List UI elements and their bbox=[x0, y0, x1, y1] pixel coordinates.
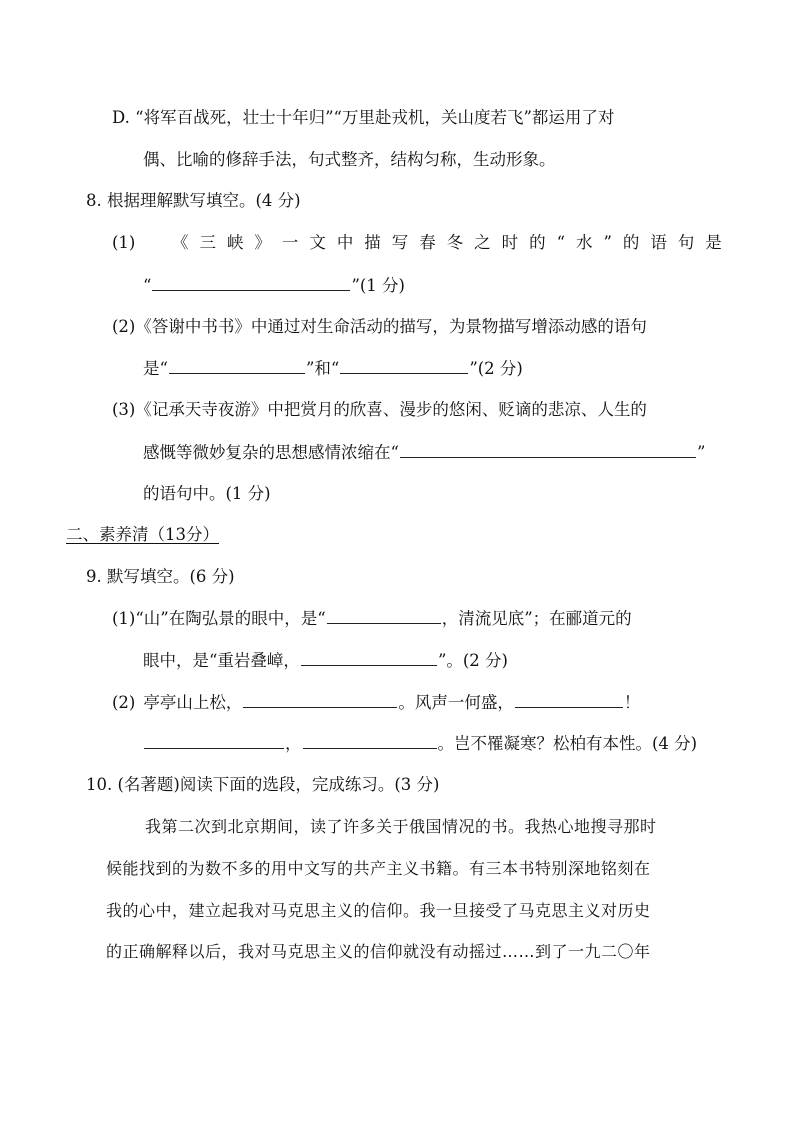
q9-part1-answer-blank-1[interactable] bbox=[327, 606, 441, 624]
q8-part2-prefix: 是“ bbox=[143, 359, 168, 378]
q9-part2-number: (2) bbox=[112, 693, 136, 712]
q8-part1-char: 时 bbox=[501, 233, 519, 252]
q8-part1-char: “ bbox=[556, 233, 565, 252]
q8-part3-line1 bbox=[112, 398, 647, 422]
option-d-label: D. bbox=[112, 108, 130, 127]
passage-line-3: 我的心中，建立起我对马克思主义的信仰。我一旦接受了马克思主义对历史 bbox=[106, 901, 651, 920]
option-d-line1 bbox=[112, 106, 614, 130]
question-10-title: 10. (名著题)阅读下面的选段，完成练习。(3 分) bbox=[86, 775, 440, 794]
q8-part2-text: 《答谢中书书》中通过对生命活动的描写，为景物描写增添动感的语句 bbox=[135, 317, 647, 336]
q8-part1-open-quote: “ bbox=[143, 276, 152, 295]
q8-part1-char: 的 bbox=[622, 233, 640, 252]
q9-part2-line2 bbox=[143, 731, 697, 756]
q9-part1-text-a: “山”在陶弘景的眼中，是“ bbox=[135, 609, 326, 628]
q8-part1-number: (1) bbox=[112, 233, 136, 252]
option-d-line2: 偶、比喻的修辞手法，句式整齐，结构匀称，生动形象。 bbox=[143, 150, 556, 169]
q8-part2-suffix: ”(2 分) bbox=[469, 359, 523, 378]
q9-part2-answer-blank-2[interactable] bbox=[515, 690, 623, 708]
q8-part1-answer-blank[interactable] bbox=[152, 273, 350, 291]
q8-part3-number: (3) bbox=[112, 400, 136, 419]
q8-part1-char: 》 bbox=[254, 233, 271, 252]
q9-part2-text-e: 。岂不罹凝寒？松柏有本性。(4 分) bbox=[437, 734, 698, 753]
q8-part1-char: 写 bbox=[391, 233, 409, 252]
q8-part3-answer-blank[interactable] bbox=[400, 440, 696, 458]
q8-part1-char: 峡 bbox=[226, 233, 244, 252]
q8-part1-char: 《 bbox=[172, 233, 189, 252]
q9-part2-text-b: 。风声一何盛， bbox=[398, 693, 514, 712]
q8-part1-char: 语 bbox=[650, 233, 667, 252]
passage-line-1: 我第二次到北京期间，读了许多关于俄国情况的书。我热心地搜寻那时 bbox=[145, 817, 657, 836]
q8-part1-char: 三 bbox=[199, 233, 216, 252]
q8-part1-char: 文 bbox=[309, 233, 326, 252]
q9-part1-line2 bbox=[143, 648, 508, 673]
q8-part3-prefix: 感慨等微妙复杂的思想感情浓缩在“ bbox=[143, 443, 399, 462]
q8-part3-line3: 的语句中。(1 分) bbox=[143, 484, 271, 503]
q8-part1-char: 句 bbox=[677, 233, 695, 252]
q8-part1-char: 冬 bbox=[446, 233, 464, 252]
q8-part3-suffix: ” bbox=[696, 443, 706, 462]
q9-part2-answer-blank-3[interactable] bbox=[144, 731, 284, 749]
passage-line-2: 候能找到的为数不多的用中文写的共产主义书籍。有三本书特别深地铭刻在 bbox=[106, 859, 651, 878]
q8-part3-line2 bbox=[143, 440, 705, 465]
question-9-title: 9. 默写填空。(6 分) bbox=[86, 567, 235, 586]
q8-part1-char: 描 bbox=[364, 233, 381, 252]
q8-part3-text: 《记承天寺夜游》中把赏月的欣喜、漫步的悠闲、贬谪的悲凉、人生的 bbox=[135, 400, 647, 419]
q8-part1-char: 春 bbox=[419, 233, 436, 252]
option-d-text: “将军百战死，壮士十年归”“万里赴戎机，关山度若飞”都运用了对 bbox=[135, 108, 615, 127]
question-8-title: 8. 根据理解默写填空。(4 分) bbox=[86, 191, 301, 210]
q8-part1-close: ”(1 分) bbox=[351, 276, 405, 295]
q8-part2-number: (2) bbox=[112, 317, 136, 336]
section-2-heading: 二、素养清（13分） bbox=[66, 525, 219, 544]
q9-part2-text-d: ， bbox=[285, 734, 302, 753]
q8-part1-char: 水 bbox=[575, 233, 593, 252]
q9-part1-number: (1) bbox=[112, 609, 136, 628]
q9-part2-answer-blank-4[interactable] bbox=[303, 731, 437, 749]
q8-part1-char: ” bbox=[603, 233, 612, 252]
q9-part1-answer-blank-2[interactable] bbox=[301, 648, 437, 666]
q8-part2-answer-blank-2[interactable] bbox=[340, 356, 468, 374]
passage-line-4: 的正确解释以后，我对马克思主义的信仰就没有动摇过……到了一九二〇年 bbox=[106, 942, 651, 961]
q8-part1-line2 bbox=[143, 273, 405, 298]
q8-part1-text bbox=[172, 231, 722, 255]
q8-part2-line1 bbox=[112, 315, 647, 339]
q8-part2-mid: ”和“ bbox=[305, 359, 340, 378]
q8-part1-char: 是 bbox=[705, 233, 722, 252]
q9-part1-text-b: ，清流见底”；在郦道元的 bbox=[441, 609, 632, 628]
q9-part1-line1 bbox=[112, 606, 632, 631]
q9-part1-text-c: 眼中，是“重岩叠嶂， bbox=[143, 651, 300, 670]
q8-part2-answer-blank-1[interactable] bbox=[169, 356, 305, 374]
q8-part1-char: 的 bbox=[529, 233, 546, 252]
q9-part2-answer-blank-1[interactable] bbox=[243, 690, 397, 708]
q8-part1-char: 中 bbox=[336, 233, 354, 252]
q9-part2-text-a: 亭亭山上松， bbox=[143, 693, 243, 712]
q8-part1-char: 一 bbox=[281, 233, 299, 252]
q8-part1-char: 之 bbox=[474, 233, 491, 252]
q9-part2-line1 bbox=[112, 690, 640, 715]
q9-part1-text-d: ”。(2 分) bbox=[437, 651, 508, 670]
q9-part2-text-c: ！ bbox=[623, 693, 641, 712]
q8-part2-line2 bbox=[143, 356, 523, 381]
